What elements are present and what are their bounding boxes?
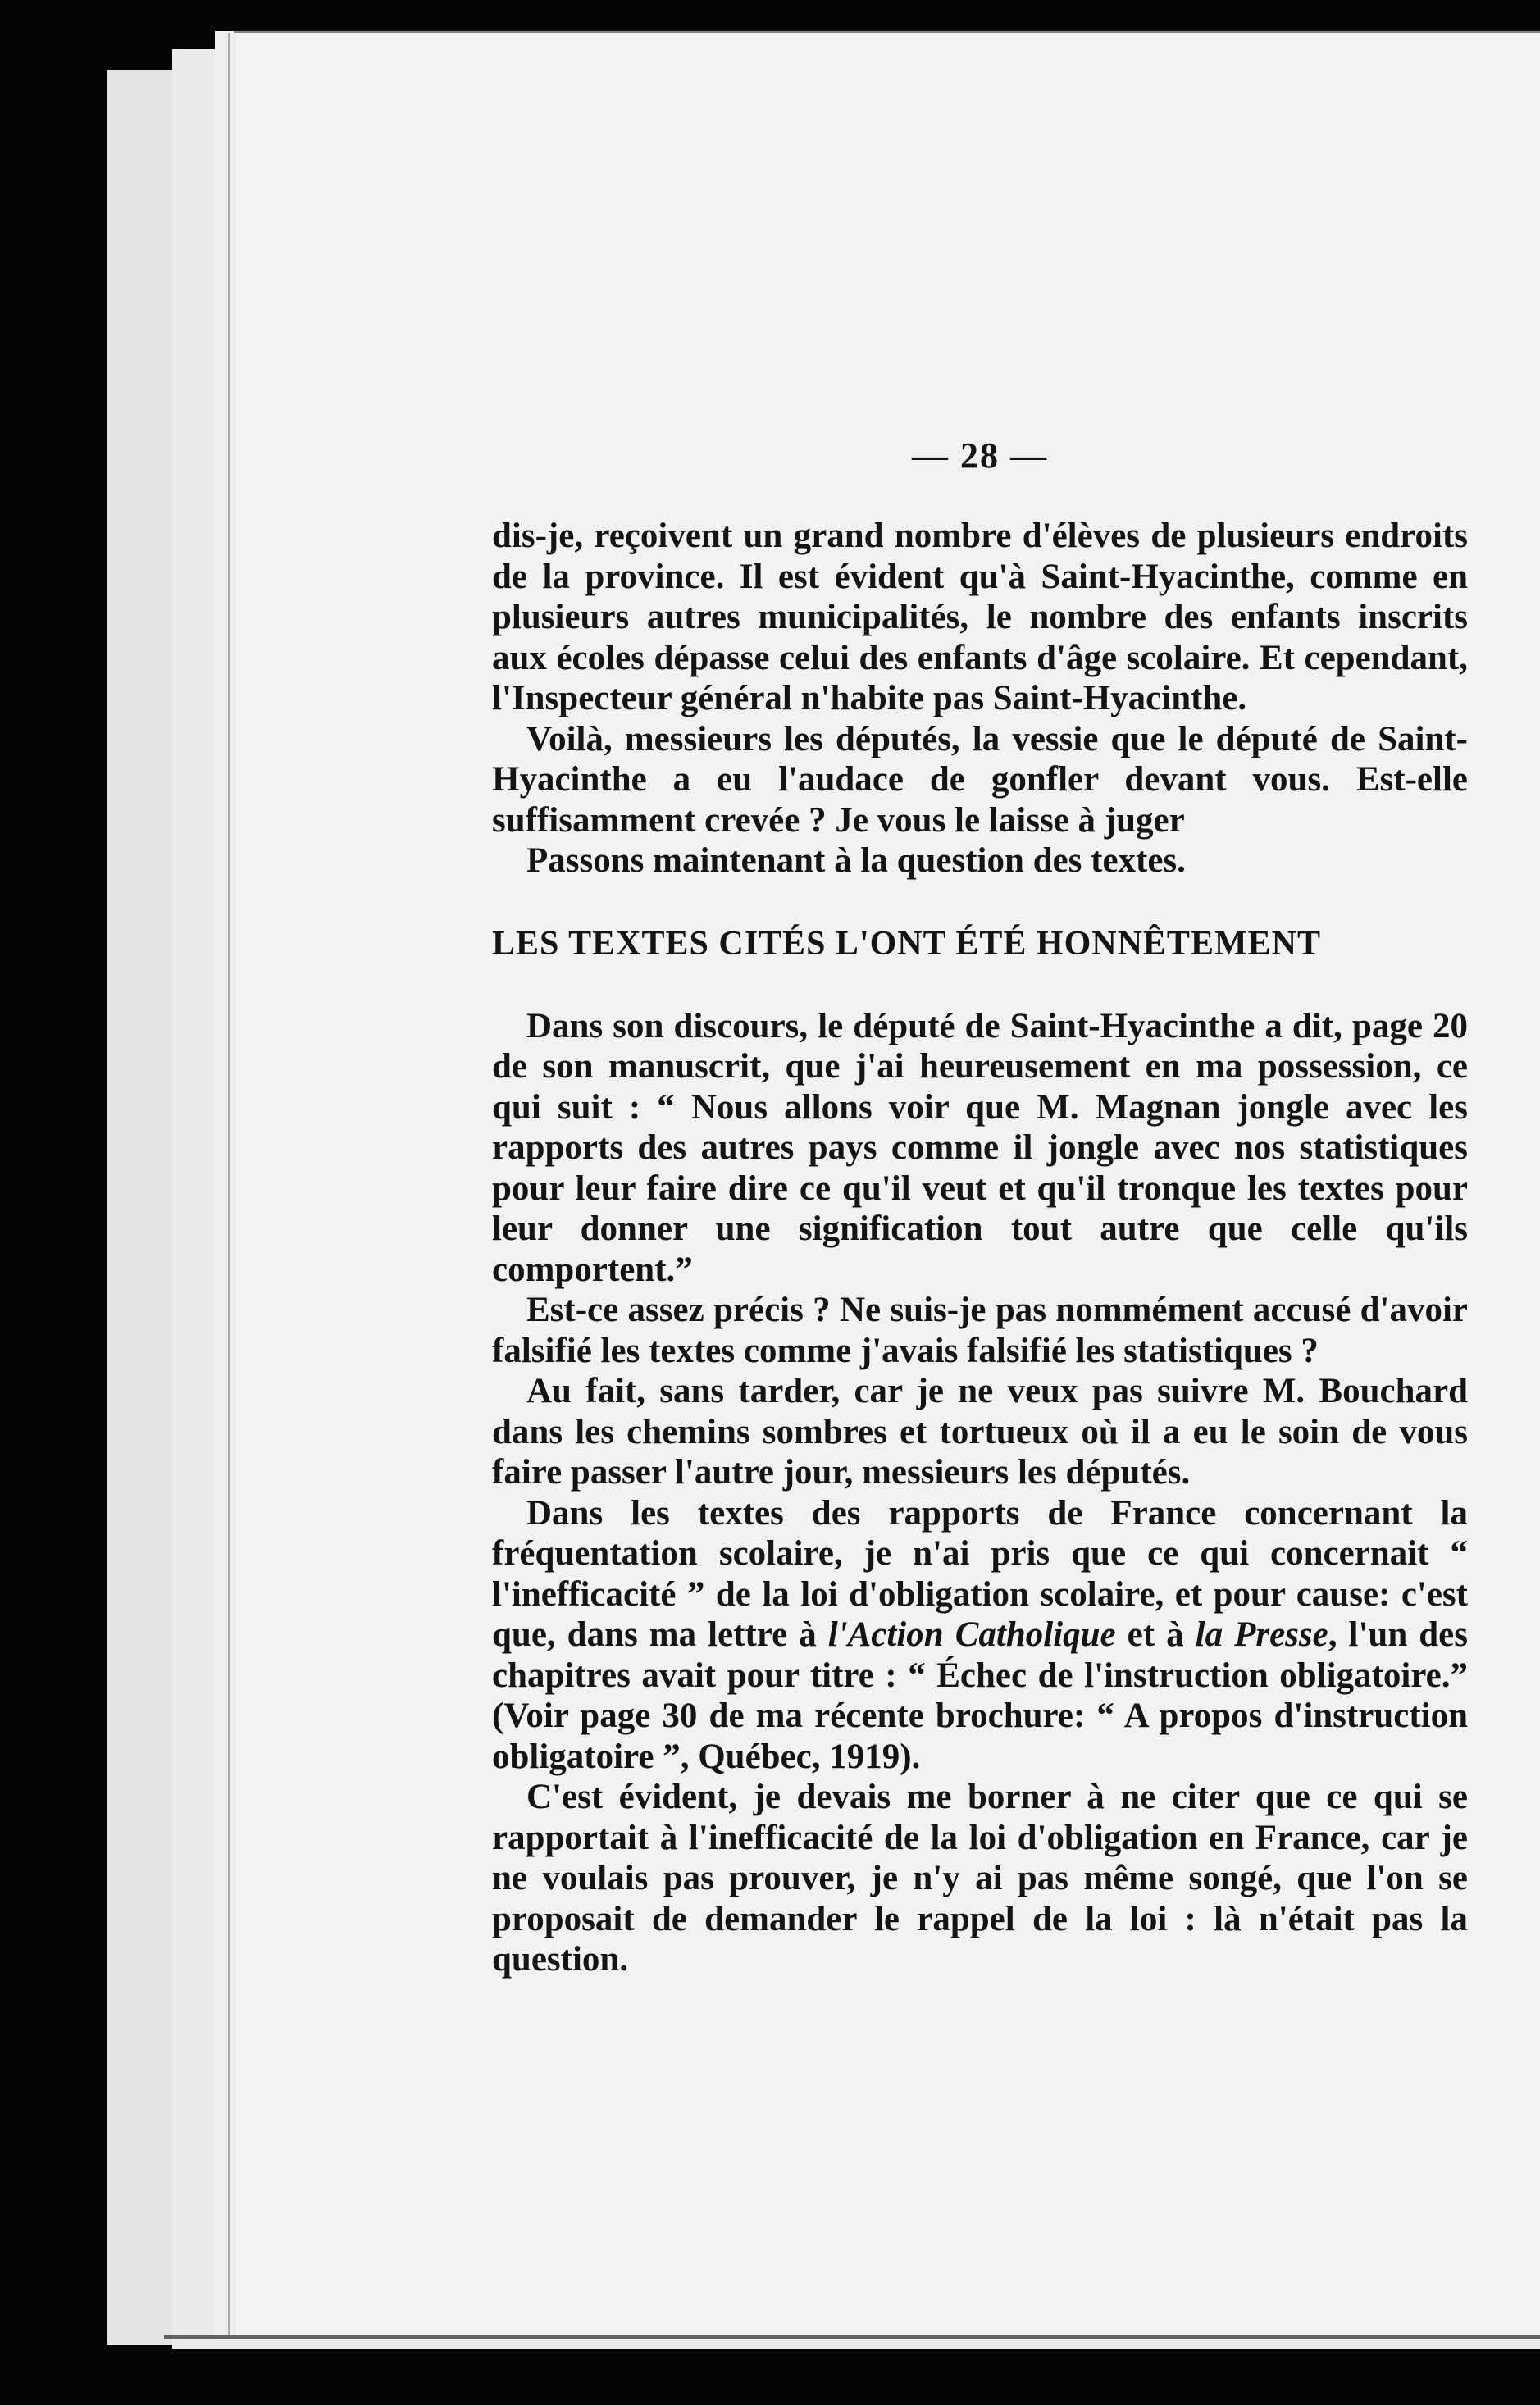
paragraph-continued: dis-je, reçoivent un grand nombre d'élèves de plusieurs endroits de la province. Il est évident qu'à Saint-Hyacinthe, comme en plusieurs autres municipalités, le nombre des enfants inscrits aux écoles dépasse celui des enfants d'âge scolaire. Et cependant, l'Inspecteur général n'habite pas Saint-Hyacinthe. (492, 517, 1468, 717)
paragraph-france-text-3: , l'un des chapitres avait pour titre : “ Échec de l'instruction obligatoire.” (Voir page 30 de ma récente brochure: “ A propos d'instruction obligatoire ”, Québec, 1919). (492, 1615, 1468, 1776)
page-top-edge (234, 30, 1540, 33)
paragraph-au-fait: Au fait, sans tarder, car je ne veux pas suivre M. Bouchard dans les chemins sombres et tortueux où il a eu le soin de vous faire passer l'autre jour, messieurs les députés. (492, 1372, 1468, 1492)
paragraph-france-text-2: et à (1115, 1615, 1196, 1654)
paragraph-transition: Passons maintenant à la question des textes. (526, 841, 1186, 880)
page-number: — 28 — (912, 435, 1048, 476)
paragraph-evident: C'est évident, je devais me borner à ne citer que ce qui se rapportait à l'inefficacité de la loi d'obligation en France, car je ne voulais pas prouver, je n'y ai pas même songé, que l'on se proposait de demander le rappel de la loi : là n'était pas la question. (492, 1778, 1468, 1979)
paragraph-discours: Dans son discours, le député de Saint-Hyacinthe a dit, page 20 de son manuscrit, que j'ai heureusement en ma possession, ce qui suit : “ Nous allons voir que M. Magnan jongle avec les rapports des autres pays comme il jongle avec nos statistiques pour leur faire dire ce qu'il veut et qu'il tronque les textes pour leur donner une signification tout autre que celle qu'ils comportent.” (492, 1006, 1468, 1289)
paragraph-france-italic-la-presse: la Presse (1195, 1615, 1328, 1654)
section-heading: LES TEXTES CITÉS L'ONT ÉTÉ HONNÊTEMENT (492, 924, 1321, 963)
page-bottom-edge (164, 2335, 1540, 2339)
paragraph-vessie: Voilà, messieurs les députés, la vessie que le député de Saint-Hyacinthe a eu l'audace de gonfler devant vous. Est-elle suffisamment crevée ? Je vous le laisse à juger (492, 719, 1468, 840)
paragraph-precis: Est-ce assez précis ? Ne suis-je pas nommément accusé d'avoir falsifié les textes comme j'avais falsifié les statistiques ? (492, 1291, 1468, 1370)
page-left-edge (228, 33, 230, 2335)
paragraph-france-text-1: Dans les textes des rapports de France concernant la fréquentation scolaire, je n'ai pris que ce qui concernait “ l'inefficacité ” de la loi d'obligation scolaire, et pour cause: c'est que, dans ma lettre à (492, 1493, 1468, 1654)
paragraph-france-italic-action-catholique: l'Action Catholique (827, 1615, 1116, 1654)
paragraph-france (492, 1493, 1468, 1778)
page-content (492, 435, 1468, 1980)
